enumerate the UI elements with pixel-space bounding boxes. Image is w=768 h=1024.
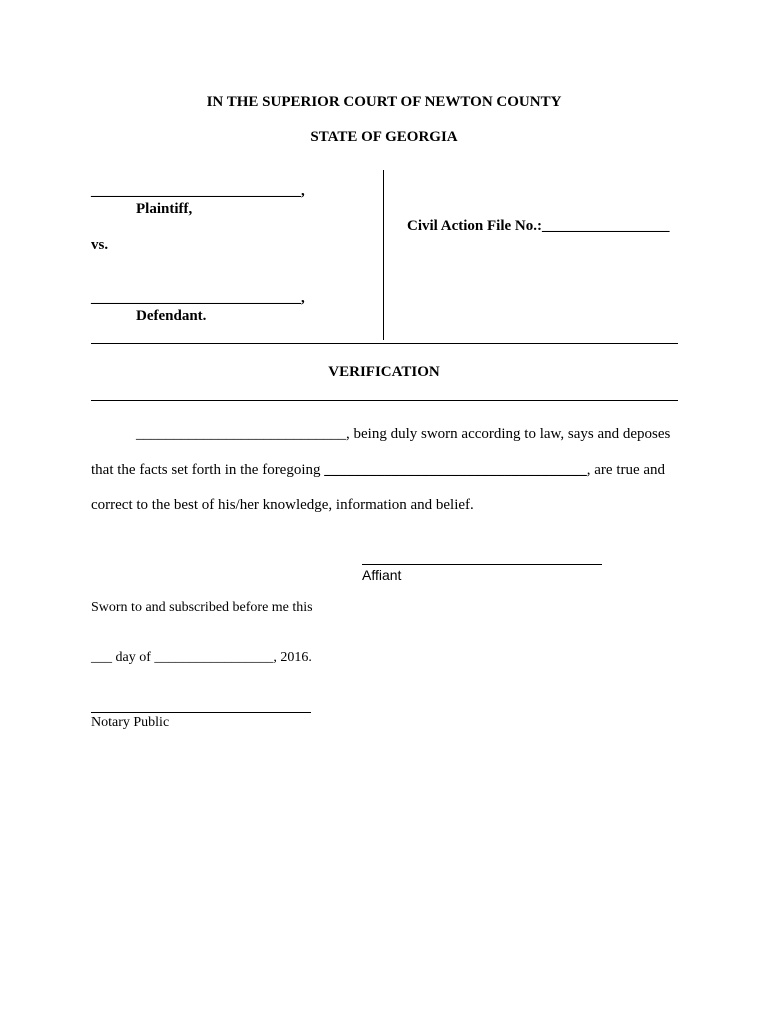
defendant-label: Defendant. bbox=[136, 308, 207, 324]
court-heading: IN THE SUPERIOR COURT OF NEWTON COUNTY bbox=[206, 94, 562, 110]
verification-line-1 bbox=[136, 426, 670, 443]
document-title: VERIFICATION bbox=[328, 364, 440, 380]
affiant-label: Affiant bbox=[362, 567, 402, 583]
affiant-name-blank: ____________________________ bbox=[136, 426, 346, 442]
day-of-text: day of bbox=[112, 650, 155, 665]
sworn-text: Sworn to and subscribed before me this bbox=[91, 600, 313, 615]
line-2-text-b: , are true and bbox=[586, 462, 666, 478]
year-text: , 2016. bbox=[273, 650, 312, 665]
title-bottom-rule bbox=[91, 400, 678, 401]
notary-signature-line bbox=[91, 712, 311, 713]
line-2-text-a: that the facts set forth in the foregoing bbox=[91, 462, 325, 478]
caption-divider bbox=[383, 170, 384, 340]
civil-action-field bbox=[407, 218, 670, 235]
civil-action-label: Civil Action File No.: bbox=[407, 218, 542, 234]
verification-line-2 bbox=[91, 462, 665, 479]
caption-bottom-rule bbox=[91, 343, 678, 344]
versus-label: vs. bbox=[91, 237, 109, 253]
plaintiff-label: Plaintiff, bbox=[136, 201, 193, 217]
defendant-name-blank: ____________________________, bbox=[91, 290, 305, 306]
civil-action-blank: _________________ bbox=[542, 218, 670, 234]
plaintiff-name-blank: ____________________________, bbox=[91, 183, 305, 199]
date-line bbox=[91, 650, 312, 666]
verification-line-3: correct to the best of his/her knowledge, information and belief. bbox=[91, 497, 474, 513]
line-1-text: , being duly sworn according to law, says and deposes bbox=[346, 426, 671, 442]
document-name-blank: ___________________________________ bbox=[324, 462, 587, 478]
notary-label: Notary Public bbox=[91, 715, 170, 730]
day-blank: ___ bbox=[91, 650, 112, 665]
affiant-signature-line bbox=[362, 564, 602, 565]
month-blank: _________________ bbox=[154, 650, 274, 665]
state-heading: STATE OF GEORGIA bbox=[310, 129, 458, 145]
